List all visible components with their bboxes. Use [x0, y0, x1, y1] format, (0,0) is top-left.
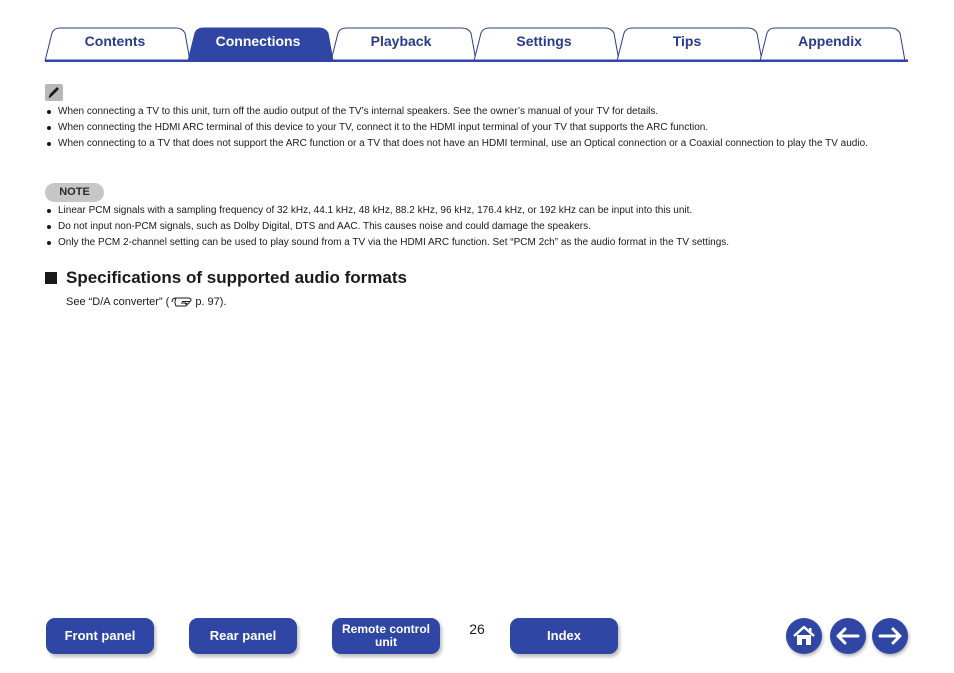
section-heading: [45, 268, 407, 288]
see-prefix: See “D/A converter” (: [66, 296, 170, 308]
forward-button[interactable]: [872, 618, 908, 654]
list-item: When connecting to a TV that does not support the ARC function or a TV that does not have an HDMI terminal, use an Optical connection or a Coaxial connection to play the TV audio.: [45, 137, 907, 152]
see-suffix: p. 97).: [195, 296, 227, 308]
home-icon: [786, 618, 822, 654]
tab-tips[interactable]: Tips: [672, 33, 702, 49]
page-number: 26: [469, 621, 485, 637]
list-item: Do not input non-PCM signals, such as Dolby Digital, DTS and AAC. This causes noise and could damage the speakers.: [45, 220, 907, 235]
tab-appendix[interactable]: Appendix: [798, 33, 862, 49]
tab-bar-shapes: [0, 0, 954, 64]
index-button[interactable]: Index: [510, 618, 618, 654]
tab-settings[interactable]: Settings: [516, 33, 572, 49]
section-title: Specifications of supported audio formats: [66, 268, 407, 287]
home-button[interactable]: [786, 618, 822, 654]
list-item: When connecting the HDMI ARC terminal of this device to your TV, connect it to the HDMI input terminal of your TV that supports the ARC function.: [45, 121, 907, 136]
tab-contents[interactable]: Contents: [84, 33, 146, 49]
list-item: Only the PCM 2-channel setting can be used to play sound from a TV via the HDMI ARC function. Set “PCM 2ch” as the audio format in the TV settings.: [45, 236, 907, 251]
back-button[interactable]: [830, 618, 866, 654]
list-item: When connecting a TV to this unit, turn off the audio output of the TV’s internal speakers. See the owner’s manual of your TV for details.: [45, 105, 907, 120]
list-item: Linear PCM signals with a sampling frequency of 32 kHz, 44.1 kHz, 48 kHz, 88.2 kHz, 96 kHz, 176.4 kHz, or 192 kHz can be input into this unit.: [45, 204, 907, 219]
forward-arrow-icon: [872, 618, 908, 654]
square-bullet-icon: [45, 272, 57, 284]
memo-list: [45, 105, 907, 153]
rear-panel-button[interactable]: Rear panel: [189, 618, 297, 654]
remote-control-unit-button[interactable]: Remote control unit: [332, 618, 440, 654]
note-list: [45, 204, 907, 252]
page-reference-icon: [171, 296, 193, 308]
back-arrow-icon: [830, 618, 866, 654]
tab-bar: [0, 0, 954, 64]
tab-baseline: [45, 60, 908, 63]
front-panel-button[interactable]: Front panel: [46, 618, 154, 654]
note-badge: NOTE: [45, 183, 104, 202]
tab-playback[interactable]: Playback: [370, 33, 432, 49]
see-reference[interactable]: [66, 295, 227, 309]
pencil-icon: [45, 84, 63, 101]
tab-connections[interactable]: Connections: [215, 33, 301, 49]
